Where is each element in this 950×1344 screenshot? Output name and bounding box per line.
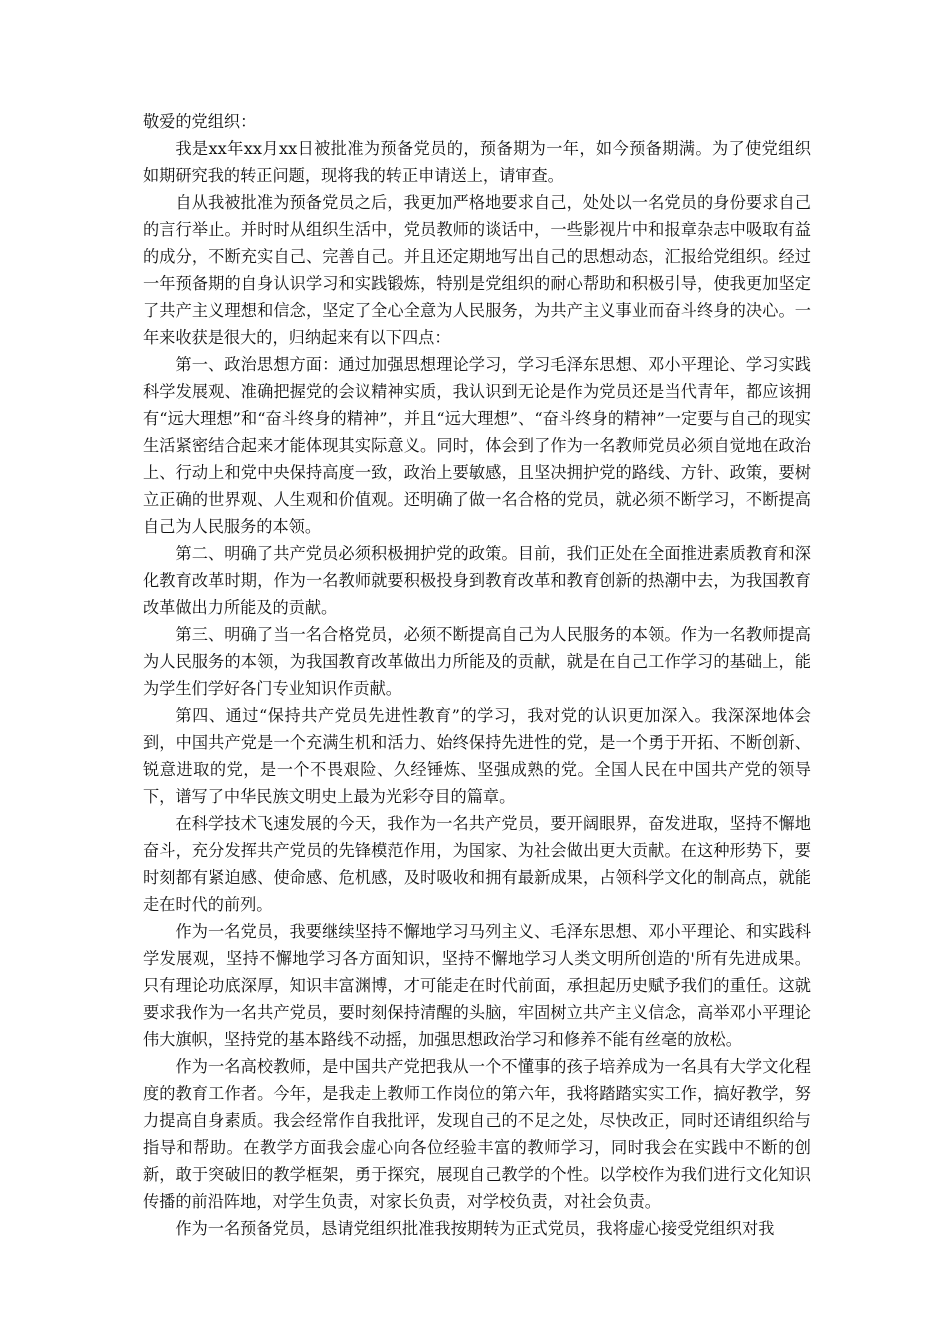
paragraph-point-three: 第三、明确了当一名合格党员，必须不断提高自己为人民服务的本领。作为一名教师提高为人民服务的本领，为我国教育改革做出力所能及的贡献，就是在自己工作学习的基础上，能为学生们学好各门专业知识作贡献。 — [143, 625, 811, 698]
paragraph-intro: 我是xx年xx月xx日被批准为预备党员的，预备期为一年，如今预备期满。为了使党组织如期研究我的转正问题，现将我的转正申请送上，请审查。 — [143, 139, 811, 185]
paragraph-science-tech: 在科学技术飞速发展的今天，我作为一名共产党员，要开阔眼界，奋发进取，坚持不懈地奋斗，充分发挥共产党员的先锋模范作用，为国家、为社会做出更大贡献。在这种形势下，要时刻都有紧迫感、使命感、危机感，及时吸收和拥有最新成果，占领科学文化的制高点，就能走在时代的前列。 — [143, 814, 811, 914]
paragraph-point-one: 第一、政治思想方面：通过加强思想理论学习，学习毛泽东思想、邓小平理论、学习实践科学发展观、准确把握党的会议精神实质，我认识到无论是作为党员还是当代青年，都应该拥有“远大理想”和“奋斗终身的精神”，并且“远大理想”、“奋斗终身的精神”一定要与自己的现实生活紧密结合起来才能体现其实际意义。同时，体会到了作为一名教师党员必须自觉地在政治上、行动上和党中央保持高度一致，政治上要敏感，且坚决拥护党的路线、方针、政策，要树立正确的世界观、人生观和价值观。还明确了做一名合格的党员，就必须不断学习，不断提高自己为人民服务的本领。 — [143, 355, 811, 536]
paragraph-closing: 作为一名预备党员，恳请党组织批准我按期转为正式党员，我将虚心接受党组织对我 — [175, 1219, 775, 1238]
paragraph-point-two: 第二、明确了共产党员必须积极拥护党的政策。目前，我们正处在全面推进素质教育和深化教育改革时期，作为一名教师就要积极投身到教育改革和教育创新的热潮中去，为我国教育改革做出力所能及的贡献。 — [143, 544, 811, 617]
paragraph-teacher: 作为一名高校教师，是中国共产党把我从一个不懂事的孩子培养成为一名具有大学文化程度的教育工作者。今年，是我走上教师工作岗位的第六年，我将踏踏实实工作，搞好教学，努力提高自身素质。我会经常作自我批评，发现自己的不足之处，尽快改正，同时还请组织给与指导和帮助。在教学方面我会虚心向各位经验丰富的教师学习，同时我会在实践中不断的创新，敢于突破旧的教学框架，勇于探究，展现自己教学的个性。以学校作为我们进行文化知识传播的前沿阵地，对学生负责，对家长负责，对学校负责，对社会负责。 — [143, 1057, 811, 1211]
salutation: 敬爱的党组织： — [143, 112, 257, 131]
paragraph-continued-study: 作为一名党员，我要继续坚持不懈地学习马列主义、毛泽东思想、邓小平理论、和实践科学发展观，坚持不懈地学习各方面知识，坚持不懈地学习人类文明所创造的'所有先进成果。只有理论功底深厚，知识丰富渊博，才可能走在时代前面，承担起历史赋予我们的重任。这就要求我作为一名共产党员，要时刻保持清醒的头脑，牢固树立共产主义信念，高举邓小平理论伟大旗帜，坚持党的基本路线不动摇，加强思想政治学习和修养不能有丝毫的放松。 — [143, 922, 811, 1049]
paragraph-point-four: 第四、通过“保持共产党员先进性教育”的学习，我对党的认识更加深入。我深深地体会到，中国共产党是一个充满生机和活力、始终保持先进性的党，是一个勇于开拓、不断创新、锐意进取的党，是一个不畏艰险、久经锤炼、坚强成熟的党。全国人民在中国共产党的领导下，谱写了中华民族文明史上最为光彩夺目的篇章。 — [143, 706, 811, 806]
document-page — [143, 108, 811, 1242]
paragraph-since-approval: 自从我被批准为预备党员之后，我更加严格地要求自己，处处以一名党员的身份要求自己的言行举止。并时时从组织生活中，党员教师的谈话中，一些影视片中和报章杂志中吸取有益的成分，不断充实自己、完善自己。并且还定期地写出自己的思想动态，汇报给党组织。经过一年预备期的自身认识学习和实践锻炼，特别是党组织的耐心帮助和积极引导，使我更加坚定了共产主义理想和信念，坚定了全心全意为人民服务，为共产主义事业而奋斗终身的决心。一年来收获是很大的，归纳起来有以下四点： — [143, 193, 811, 347]
